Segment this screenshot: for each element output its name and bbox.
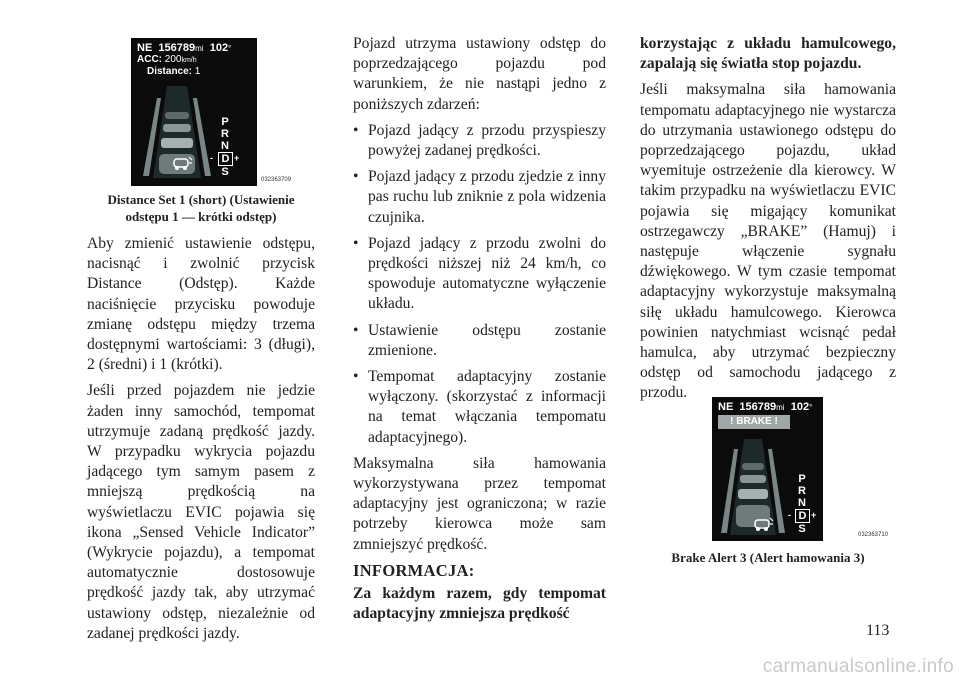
figure-id: 032363709 — [261, 177, 292, 183]
gear-plus: + — [811, 510, 817, 520]
gear-p: P — [221, 116, 229, 128]
list-item: • Pojazd jadący z przodu zwolni do prędkości niższej niż 24 km/h, co spowoduje automatyczne wyłączenie układu. — [353, 234, 606, 315]
gear-r: R — [221, 128, 229, 140]
paragraph: Aby zmienić ustawienie odstępu, nacisnąć i zwolnić przycisk Distance (Odstęp). Każde naciśnięcie przycisku powoduje zmianę odstępu między trzema dostępnymi wartościami: 3 (długi), 2 (średni) i 1 (krótki). — [87, 235, 315, 374]
note-text: korzystając z układu hamulcowego, zapalają się światła stop pojazdu. — [640, 35, 896, 73]
brake-warning: ! BRAKE ! — [718, 415, 790, 429]
gear-n: N — [221, 140, 229, 152]
section-heading: INFORMACJA: — [353, 560, 475, 580]
gear-plus: + — [234, 153, 240, 163]
column-2 — [353, 34, 606, 624]
column-3 — [640, 34, 896, 410]
cluster-display-brake-alert — [712, 397, 823, 541]
gear-d: D — [795, 509, 810, 523]
gear-d: D — [218, 152, 233, 166]
list-item: • Tempomat adaptacyjny zostanie wyłączony. (skorzystać z informacji na temat włączania tempomatu adaptacyjnego). — [353, 367, 606, 448]
figure-id: 032363710 — [858, 532, 889, 538]
gear-s: S — [798, 523, 806, 535]
acc-line: ACC: 200km/h — [137, 54, 197, 65]
list-item: • Ustawienie odstępu zostanie zmienione. — [353, 321, 606, 361]
sensed-vehicle-icon — [171, 154, 193, 172]
gear-s: S — [221, 166, 229, 178]
watermark: carmanualsonline.info — [762, 656, 954, 677]
distance-line: Distance: 1 — [147, 66, 201, 77]
bullet-list — [353, 121, 606, 448]
cluster-display-distance — [131, 38, 257, 186]
paragraph: Pojazd utrzyma ustawiony odstęp do poprzedzającego pojazdu pod warunkiem, że nie nastąpi jedno z poniższych zdarzeń: — [353, 35, 606, 113]
paragraph: Jeśli maksymalna siła hamowania tempomatu adaptacyjnego nie wystarcza do utrzymania ustawionego odstępu do poprzedzającego pojazdu, układ wyemituje ostrzeżenie dla kierowcy. W takim przypadku na wyświetlaczu EVIC pojawia się migający komunikat ostrzegawczy „BRAKE” (Hamuj) i następuje włączenie sygnału dźwiękowego. W tym czasie tempomat adaptacyjny wykorzystuje maksymalną siłę układu hamulcowego. Kierowca powinien natychmiast wcisnąć pedał hamulca, aby utrzymać bezpieczny odstęp od samochodu jadącego z przodu. — [640, 81, 896, 402]
paragraph: Maksymalna siła hamowania wykorzystywana przez tempomat adaptacyjny jest ograniczona; w razie potrzeby kierowca może sam zmniejszyć prędkość. — [353, 454, 606, 553]
gear-p: P — [798, 473, 806, 485]
gear-minus: - — [210, 153, 213, 163]
sensed-vehicle-icon — [752, 515, 774, 533]
list-item: • Pojazd jadący z przodu przyspieszy powyżej zadanej prędkości. — [353, 121, 606, 161]
page-number: 113 — [866, 622, 890, 639]
figure-caption: Brake Alert 3 (Alert hamowania 3) — [671, 550, 865, 565]
gear-n: N — [798, 497, 806, 509]
gear-minus: - — [788, 510, 791, 520]
gear-r: R — [798, 485, 806, 497]
figure-caption: Distance Set 1 (short) (Ustawienie odstępu 1 — krótki odstęp) — [107, 192, 295, 224]
odometer-line: NE 156789mi 102° — [137, 42, 232, 54]
note-text: Za każdym razem, gdy tempomat adaptacyjny zmniejsza prędkość — [353, 584, 606, 623]
odometer-line: NE 156789mi 102° — [718, 401, 813, 413]
list-item: • Pojazd jadący z przodu zjedzie z inny pas ruchu lub zniknie z pola widzenia czujnika. — [353, 167, 606, 228]
paragraph: Jeśli przed pojazdem nie jedzie żaden inny samochód, tempomat utrzymuje zadaną prędkość jazdy. W przypadku wykrycia pojazdu jadącego tym samym pasem z mniejszą prędkością na wyświetlaczu EVIC pojawia się ikona „Sensed Vehicle Indicator” (Wykrycie pojazdu), a tempomat automatycznie dostosowuje prędkość jazdy tak, aby utrzymać ustawiony odstęp, niezależnie od zadanej prędkości jazdy. — [87, 382, 315, 642]
